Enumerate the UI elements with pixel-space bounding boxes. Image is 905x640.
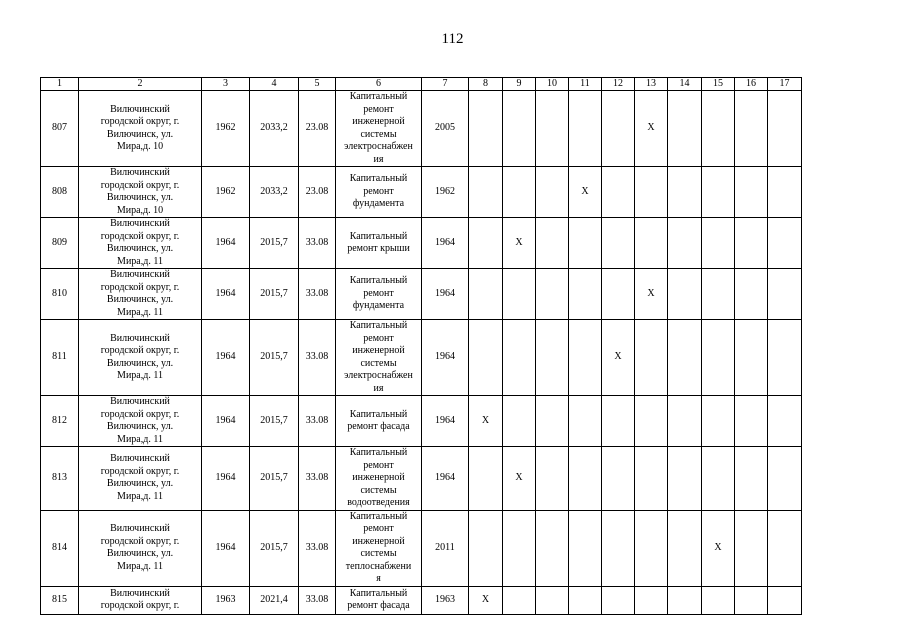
- cell-col-14: [668, 218, 702, 269]
- work-type-line: инженерной: [352, 116, 405, 127]
- plan-year-cell: 2005: [422, 91, 469, 167]
- mark-cell: X: [569, 167, 602, 218]
- plan-year-cell: 1964: [422, 320, 469, 396]
- plan-year-cell: 1964: [422, 447, 469, 511]
- cell-col-12: [602, 447, 635, 511]
- address-line: городской округ, г.: [100, 179, 180, 191]
- column-header-16: 16: [735, 78, 768, 91]
- cell-col-16: [735, 167, 768, 218]
- work-type-line: ремонт: [363, 523, 394, 534]
- work-type-cell: [336, 167, 422, 218]
- plan-year-cell: 1964: [422, 269, 469, 320]
- row-number-cell: 807: [41, 91, 79, 167]
- address-cell: [79, 447, 202, 511]
- code-cell: 33.08: [299, 269, 336, 320]
- address-cell: [79, 269, 202, 320]
- work-type-line: системы: [360, 128, 397, 140]
- column-header-11: 11: [569, 78, 602, 91]
- cell-col-8: [469, 269, 503, 320]
- plan-year-cell: 1963: [422, 586, 469, 614]
- table-row: [41, 167, 802, 218]
- work-type-line: я: [376, 573, 381, 584]
- cell-col-9: [503, 269, 536, 320]
- cell-col-14: [668, 269, 702, 320]
- work-type-line: Капитальный: [349, 320, 408, 331]
- work-type-line: ремонт: [363, 287, 394, 299]
- code-cell: 33.08: [299, 447, 336, 511]
- work-type-cell: [336, 91, 422, 167]
- mark-cell: X: [635, 269, 668, 320]
- column-header-17: 17: [768, 78, 802, 91]
- cell-col-15: [702, 167, 735, 218]
- work-type-line: Капитальный: [349, 230, 408, 242]
- column-header-6: 6: [336, 78, 422, 91]
- cell-col-17: [768, 320, 802, 396]
- cell-col-12: [602, 396, 635, 447]
- column-header-4: 4: [250, 78, 299, 91]
- cell-col-12: [602, 510, 635, 586]
- area-cell: 2015,7: [250, 320, 299, 396]
- year-cell: 1964: [202, 510, 250, 586]
- address-line: Вилючинск, ул.: [106, 192, 174, 203]
- work-type-line: Капитальный: [349, 91, 408, 102]
- work-type-line: инженерной: [352, 472, 405, 483]
- cell-col-9: [503, 91, 536, 167]
- work-type-cell: [336, 320, 422, 396]
- year-cell: 1964: [202, 269, 250, 320]
- work-type-line: системы: [360, 548, 397, 559]
- cell-col-12: [602, 218, 635, 269]
- cell-col-15: [702, 320, 735, 396]
- cell-col-9: [503, 396, 536, 447]
- column-header-9: 9: [503, 78, 536, 91]
- work-type-cell: [336, 218, 422, 269]
- address-line: Мира,д. 11: [117, 306, 163, 318]
- cell-col-9: [503, 167, 536, 218]
- column-header-8: 8: [469, 78, 503, 91]
- cell-col-16: [735, 447, 768, 511]
- cell-col-15: [702, 447, 735, 511]
- address-line: Мира,д. 11: [117, 255, 163, 267]
- code-cell: 33.08: [299, 320, 336, 396]
- year-cell: 1962: [202, 91, 250, 167]
- address-line: Мира,д. 11: [117, 490, 163, 502]
- plan-year-cell: 1964: [422, 218, 469, 269]
- column-header-12: 12: [602, 78, 635, 91]
- cell-col-8: [469, 91, 503, 167]
- address-line: Мира,д. 11: [117, 560, 163, 572]
- address-line: Вилючинский: [110, 453, 170, 465]
- mark-cell: X: [602, 320, 635, 396]
- address-line: городской округ, г.: [100, 600, 180, 611]
- column-header-5: 5: [299, 78, 336, 91]
- row-number-cell: 809: [41, 218, 79, 269]
- code-cell: 33.08: [299, 510, 336, 586]
- mark-cell: X: [635, 91, 668, 167]
- table-header-row: [41, 78, 802, 91]
- cell-col-17: [768, 396, 802, 447]
- address-line: Вилючинск, ул.: [106, 478, 174, 490]
- cell-col-11: [569, 447, 602, 511]
- work-type-line: Капитальный: [349, 408, 408, 420]
- mark-cell: X: [702, 510, 735, 586]
- code-cell: 33.08: [299, 586, 336, 614]
- cell-col-14: [668, 510, 702, 586]
- code-cell: 33.08: [299, 396, 336, 447]
- cell-col-13: [635, 396, 668, 447]
- address-line: Мира,д. 10: [116, 204, 164, 216]
- address-line: Мира,д. 11: [117, 370, 163, 381]
- address-line: Мира,д. 10: [116, 141, 164, 152]
- cell-col-14: [668, 447, 702, 511]
- code-cell: 33.08: [299, 218, 336, 269]
- address-line: Вилючинск, ул.: [106, 128, 174, 140]
- work-type-line: ремонт: [363, 103, 394, 115]
- mark-cell: X: [469, 396, 503, 447]
- work-type-line: ремонт крыши: [347, 243, 410, 254]
- work-type-line: Капитальный: [349, 275, 408, 287]
- work-type-cell: [336, 447, 422, 511]
- work-type-line: ремонт: [363, 459, 394, 471]
- row-number-cell: 808: [41, 167, 79, 218]
- address-line: Вилючинск, ул.: [106, 243, 174, 254]
- cell-col-14: [668, 396, 702, 447]
- area-cell: 2015,7: [250, 396, 299, 447]
- cell-col-13: [635, 586, 668, 614]
- address-line: Вилючинский: [110, 396, 170, 407]
- address-line: Вилючинский: [110, 103, 170, 115]
- cell-col-13: [635, 320, 668, 396]
- cell-col-10: [536, 320, 569, 396]
- work-type-line: теплоснабжени: [345, 560, 412, 572]
- address-cell: [79, 510, 202, 586]
- cell-col-15: [702, 218, 735, 269]
- row-number-cell: 815: [41, 586, 79, 614]
- address-cell: [79, 396, 202, 447]
- address-line: Вилючинск, ул.: [106, 548, 174, 559]
- address-line: городской округ, г.: [100, 408, 180, 420]
- address-line: Вилючинский: [110, 269, 170, 280]
- table-row: [41, 396, 802, 447]
- work-type-line: фундамента: [352, 300, 405, 312]
- cell-col-11: [569, 218, 602, 269]
- area-cell: 2015,7: [250, 269, 299, 320]
- cell-col-17: [768, 586, 802, 614]
- address-line: Вилючинский: [110, 523, 170, 534]
- cell-col-15: [702, 586, 735, 614]
- address-line: городской округ, г.: [100, 281, 180, 293]
- address-line: Вилючинский: [110, 218, 170, 229]
- cell-col-11: [569, 320, 602, 396]
- cell-col-10: [536, 269, 569, 320]
- plan-year-cell: 1962: [422, 167, 469, 218]
- cell-col-16: [735, 396, 768, 447]
- cell-col-13: [635, 510, 668, 586]
- area-cell: 2015,7: [250, 510, 299, 586]
- area-cell: 2015,7: [250, 218, 299, 269]
- cell-col-10: [536, 167, 569, 218]
- cell-col-13: [635, 167, 668, 218]
- column-header-7: 7: [422, 78, 469, 91]
- column-header-13: 13: [635, 78, 668, 91]
- work-type-line: электроснабжен: [344, 370, 413, 381]
- cell-col-16: [735, 510, 768, 586]
- cell-col-10: [536, 586, 569, 614]
- work-type-line: ремонт фасада: [347, 421, 410, 432]
- table-row: [41, 320, 802, 396]
- mark-cell: X: [503, 218, 536, 269]
- plan-year-cell: 1964: [422, 396, 469, 447]
- table-row: [41, 91, 802, 167]
- work-type-line: инженерной: [352, 345, 405, 356]
- work-type-cell: [336, 269, 422, 320]
- address-line: городской округ, г.: [100, 465, 180, 477]
- work-type-line: системы: [360, 484, 397, 496]
- cell-col-11: [569, 396, 602, 447]
- address-line: городской округ, г.: [100, 230, 180, 242]
- cell-col-14: [668, 91, 702, 167]
- cell-col-9: [503, 586, 536, 614]
- address-line: Вилючинский: [110, 587, 170, 599]
- cell-col-14: [668, 586, 702, 614]
- area-cell: 2021,4: [250, 586, 299, 614]
- row-number-cell: 812: [41, 396, 79, 447]
- address-cell: [79, 91, 202, 167]
- address-cell: [79, 167, 202, 218]
- cell-col-10: [536, 447, 569, 511]
- cell-col-16: [735, 586, 768, 614]
- row-number-cell: 811: [41, 320, 79, 396]
- area-cell: 2033,2: [250, 91, 299, 167]
- cell-col-12: [602, 586, 635, 614]
- table-row: [41, 510, 802, 586]
- address-cell: [79, 586, 202, 614]
- area-cell: 2015,7: [250, 447, 299, 511]
- cell-col-8: [469, 218, 503, 269]
- work-type-cell: [336, 586, 422, 614]
- work-type-line: системы: [360, 357, 397, 369]
- address-cell: [79, 320, 202, 396]
- year-cell: 1962: [202, 167, 250, 218]
- row-number-cell: 813: [41, 447, 79, 511]
- year-cell: 1964: [202, 396, 250, 447]
- cell-col-8: [469, 447, 503, 511]
- work-type-line: Капитальный: [349, 447, 408, 458]
- cell-col-15: [702, 91, 735, 167]
- cell-col-12: [602, 269, 635, 320]
- code-cell: 23.08: [299, 167, 336, 218]
- cell-col-16: [735, 320, 768, 396]
- cell-col-16: [735, 269, 768, 320]
- year-cell: 1964: [202, 320, 250, 396]
- cell-col-17: [768, 510, 802, 586]
- cell-col-11: [569, 586, 602, 614]
- cell-col-16: [735, 91, 768, 167]
- address-line: Вилючинск, ул.: [106, 294, 174, 305]
- work-type-line: водоотведения: [347, 497, 410, 508]
- cell-col-15: [702, 269, 735, 320]
- year-cell: 1964: [202, 218, 250, 269]
- row-number-cell: 810: [41, 269, 79, 320]
- cell-col-14: [668, 320, 702, 396]
- column-header-1: 1: [41, 78, 79, 91]
- cell-col-15: [702, 396, 735, 447]
- work-type-line: фундамента: [352, 198, 405, 210]
- cell-col-10: [536, 218, 569, 269]
- address-cell: [79, 218, 202, 269]
- address-line: Вилючинск, ул.: [106, 421, 174, 432]
- address-line: городской округ, г.: [100, 535, 180, 547]
- work-type-line: электроснабжен: [344, 141, 413, 152]
- work-type-line: ия: [373, 382, 384, 394]
- year-cell: 1963: [202, 586, 250, 614]
- work-type-line: Капитальный: [349, 173, 408, 185]
- column-header-15: 15: [702, 78, 735, 91]
- cell-col-17: [768, 269, 802, 320]
- row-number-cell: 814: [41, 510, 79, 586]
- cell-col-12: [602, 91, 635, 167]
- cell-col-8: [469, 510, 503, 586]
- work-type-line: инженерной: [352, 535, 405, 547]
- work-type-cell: [336, 510, 422, 586]
- cell-col-9: [503, 510, 536, 586]
- cell-col-17: [768, 218, 802, 269]
- cell-col-17: [768, 167, 802, 218]
- address-line: Мира,д. 11: [117, 433, 163, 445]
- work-type-line: Капитальный: [349, 510, 408, 522]
- work-type-line: ремонт фасада: [347, 600, 410, 611]
- cell-col-11: [569, 510, 602, 586]
- cell-col-11: [569, 269, 602, 320]
- page-number: 112: [441, 31, 464, 47]
- column-header-3: 3: [202, 78, 250, 91]
- cell-col-17: [768, 447, 802, 511]
- work-type-line: ремонт: [363, 332, 394, 344]
- work-type-line: ия: [373, 153, 384, 165]
- cell-col-11: [569, 91, 602, 167]
- cell-col-10: [536, 91, 569, 167]
- cell-col-10: [536, 510, 569, 586]
- column-header-10: 10: [536, 78, 569, 91]
- address-line: городской округ, г.: [100, 116, 180, 127]
- table-row: [41, 269, 802, 320]
- cell-col-12: [602, 167, 635, 218]
- code-cell: 23.08: [299, 91, 336, 167]
- work-type-cell: [336, 396, 422, 447]
- cell-col-8: [469, 167, 503, 218]
- cell-col-16: [735, 218, 768, 269]
- cell-col-13: [635, 447, 668, 511]
- cell-col-10: [536, 396, 569, 447]
- column-header-2: 2: [79, 78, 202, 91]
- address-line: городской округ, г.: [100, 345, 180, 356]
- table-row: [41, 218, 802, 269]
- cell-col-9: [503, 320, 536, 396]
- area-cell: 2033,2: [250, 167, 299, 218]
- plan-year-cell: 2011: [422, 510, 469, 586]
- address-line: Вилючинск, ул.: [106, 357, 174, 369]
- cell-col-8: [469, 320, 503, 396]
- table-row: [41, 586, 802, 614]
- cell-col-17: [768, 91, 802, 167]
- cell-col-13: [635, 218, 668, 269]
- table-row: [41, 447, 802, 511]
- address-line: Вилючинский: [110, 167, 170, 178]
- column-header-14: 14: [668, 78, 702, 91]
- mark-cell: X: [469, 586, 503, 614]
- work-type-line: Капитальный: [349, 587, 408, 599]
- work-type-line: ремонт: [363, 185, 394, 197]
- repair-schedule-table: [40, 77, 802, 615]
- year-cell: 1964: [202, 447, 250, 511]
- address-line: Вилючинский: [110, 332, 170, 344]
- mark-cell: X: [503, 447, 536, 511]
- cell-col-14: [668, 167, 702, 218]
